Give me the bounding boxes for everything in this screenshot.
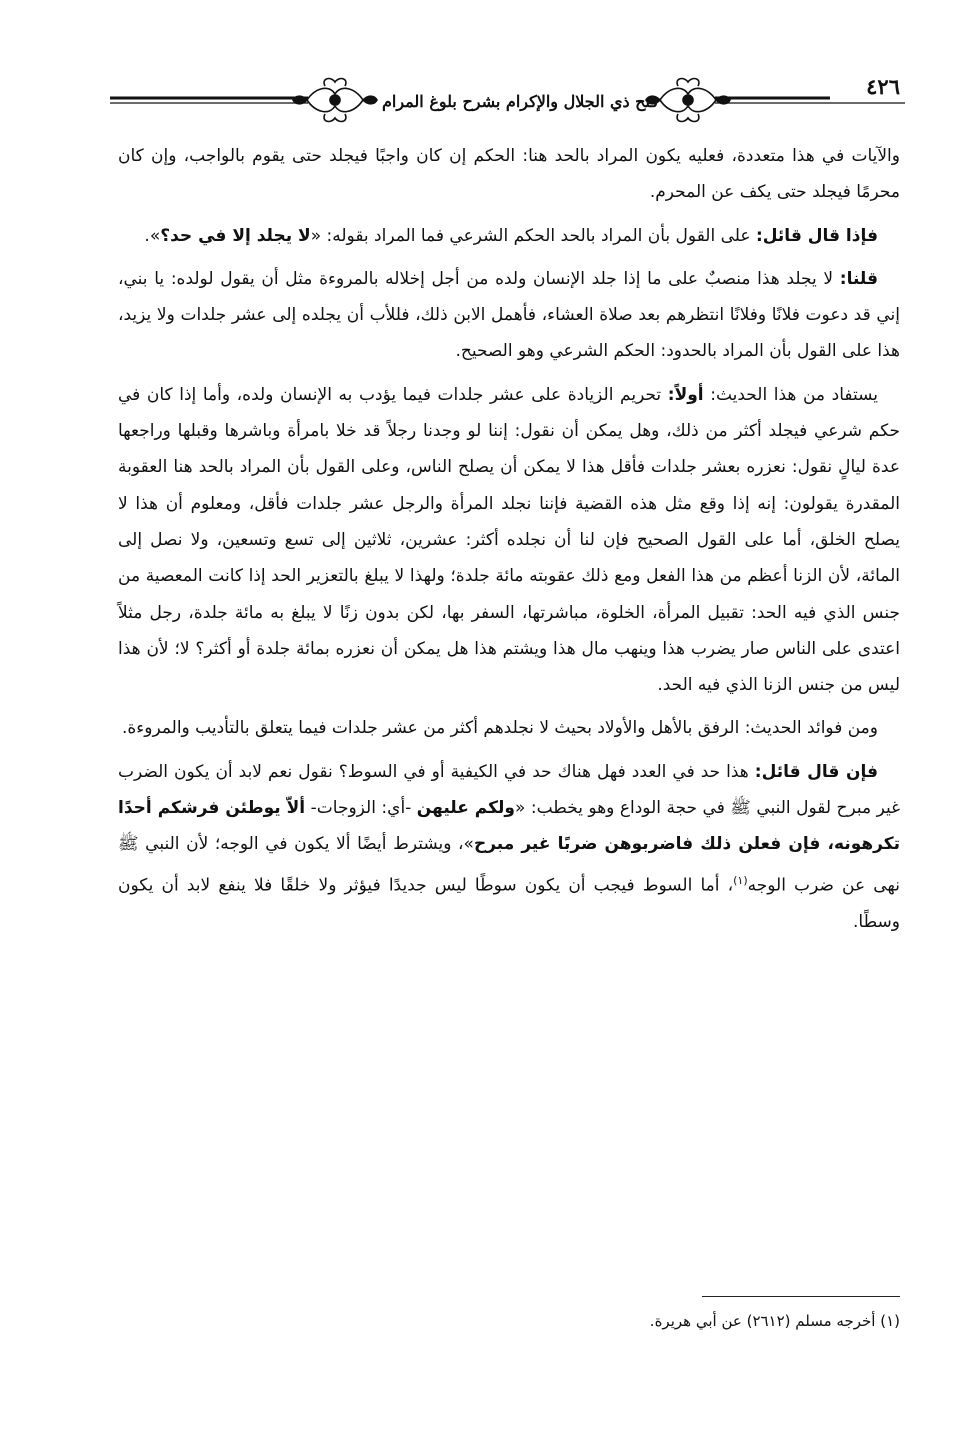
paragraph	[118, 218, 900, 254]
running-title: فتح ذي الجلال والإكرام بشرح بلوغ المرام	[382, 92, 658, 111]
footnotes	[118, 1306, 900, 1336]
main-text	[118, 138, 900, 947]
page-number: ٤٢٦	[866, 74, 900, 99]
footnote-item: (١) أخرجه مسلم (٢٦١٢) عن أبي هريرة.	[649, 1312, 900, 1330]
paragraph	[118, 754, 900, 940]
text-run: ، أما السوط فيجب أن يكون سوطًا ليس جديدًا فيؤثر ولا خلقًا فلا ينفع لابد أن يكون وسطًا.	[118, 875, 900, 932]
bold-text-run: لا يجلد إلا في حد؟	[160, 225, 311, 246]
bold-text-run: أولاً:	[667, 384, 704, 405]
text-run: ومن فوائد الحديث: الرفق بالأهل والأولاد بحيث لا نجلدهم أكثر من عشر جلدات فيما يتعلق بالتأديب والمروءة.	[121, 718, 878, 739]
footnote-marker: (١)	[733, 873, 748, 887]
text-run: ».	[144, 225, 161, 246]
paragraph	[118, 377, 900, 704]
footnote-divider	[702, 1296, 900, 1297]
text-run: -أي: الزوجات-	[305, 798, 417, 819]
bold-text-run: قلنا:	[839, 268, 878, 289]
text-run: تحريم الزيادة على عشر جلدات فيما يؤدب به الإنسان ولده، وأما إذا كان في حكم شرعي فيجلد أكثر من ذلك، وهل يمكن أن نقول: إننا لو وجدنا رجلاً قد خلا بامرأة وباشرها وقبلها وراجعها عدة ليالٍ نقول: نعزره بعشر جلدات فأقل هذا لا يمكن أن يصلح الناس، وعلى القول بأن المراد بالحد هنا العقوبة المقدرة يقولون: إنه إذا وقع مثل هذه القضية فإننا نجلد المرأة والرجل عشر جلدات فأقل، ومعلوم أن هذا لا يصلح الخلق، أما على القول الصحيح فإن لنا أن نجلده أكثر: عشرين، ثلاثين إلى تسع وتسعين، ولا نصل إلى المائة، لأن الزنا أعظم من هذا الفعل ومع ذلك عقوبته مائة جلدة؛ ولهذا لا يبلغ بالتعزير الحد إذا كانت المعصية من جنس الذي فيه الحد: تقبيل المرأة، الخلوة، مباشرتها، السفر بها، لكن بدون زنًا لا يبلغ به مائة جلدة، رجل مثلاً اعتدى على الناس صار يضرب هذا وينهب مال هذا ويشتم هذا هل يمكن أن نعزره بمائة جلدة أو أكثر؟ لا؛ لأن هذا ليس من جنس الزنا الذي فيه الحد.	[118, 384, 900, 696]
paragraph	[118, 261, 900, 370]
bold-text-run: فإن قال قائل:	[754, 761, 878, 782]
text-run: »، ويشترط أيضًا ألا يكون في الوجه؛ لأن النبي ﷺ نهى عن ضرب الوجه	[118, 834, 900, 896]
text-run: يستفاد من هذا الحديث:	[703, 384, 879, 405]
bold-text-run: فإذا قال قائل:	[755, 225, 878, 246]
bold-text-run: ألاّ يوطئن فرشكم أحدًا تكرهونه، فإن فعلن ذلك فاضربوهن ضربًا غير مبرح	[118, 798, 900, 855]
paragraph	[118, 138, 900, 211]
paragraph	[118, 710, 900, 746]
page-header	[110, 72, 905, 132]
text-run: على القول بأن المراد بالحد الحكم الشرعي فما المراد بقوله: «	[310, 225, 756, 246]
text-run: لا يجلد هذا منصبٌ على ما إذا جلد الإنسان ولده من أجل إخلاله بالمروءة مثل أن يقول لولده: يا بني، إني قد دعوت فلانًا وفلانًا انتظرهم بعد صلاة العشاء، فأهمل الابن ذلك، فللأب أن يجلده إلى عشر جلدات ولا يزيد، هذا على القول بأن المراد بالحدود: الحكم الشرعي وهو الصحيح.	[118, 268, 900, 362]
bold-text-run: ولكم عليهن	[416, 798, 515, 819]
text-run: هذا حد في العدد فهل هناك حد في الكيفية أو في السوط؟ نقول نعم لابد أن يكون الضرب غير مبرح لقول النبي ﷺ في حجة الوداع وهو يخطب: «	[118, 761, 900, 819]
text-run: والآيات في هذا متعددة، فعليه يكون المراد بالحد هنا: الحكم إن كان واجبًا فيجلد حتى يقوم بالواجب، وإن كان محرمًا فيجلد حتى يكف عن المحرم.	[118, 146, 900, 203]
